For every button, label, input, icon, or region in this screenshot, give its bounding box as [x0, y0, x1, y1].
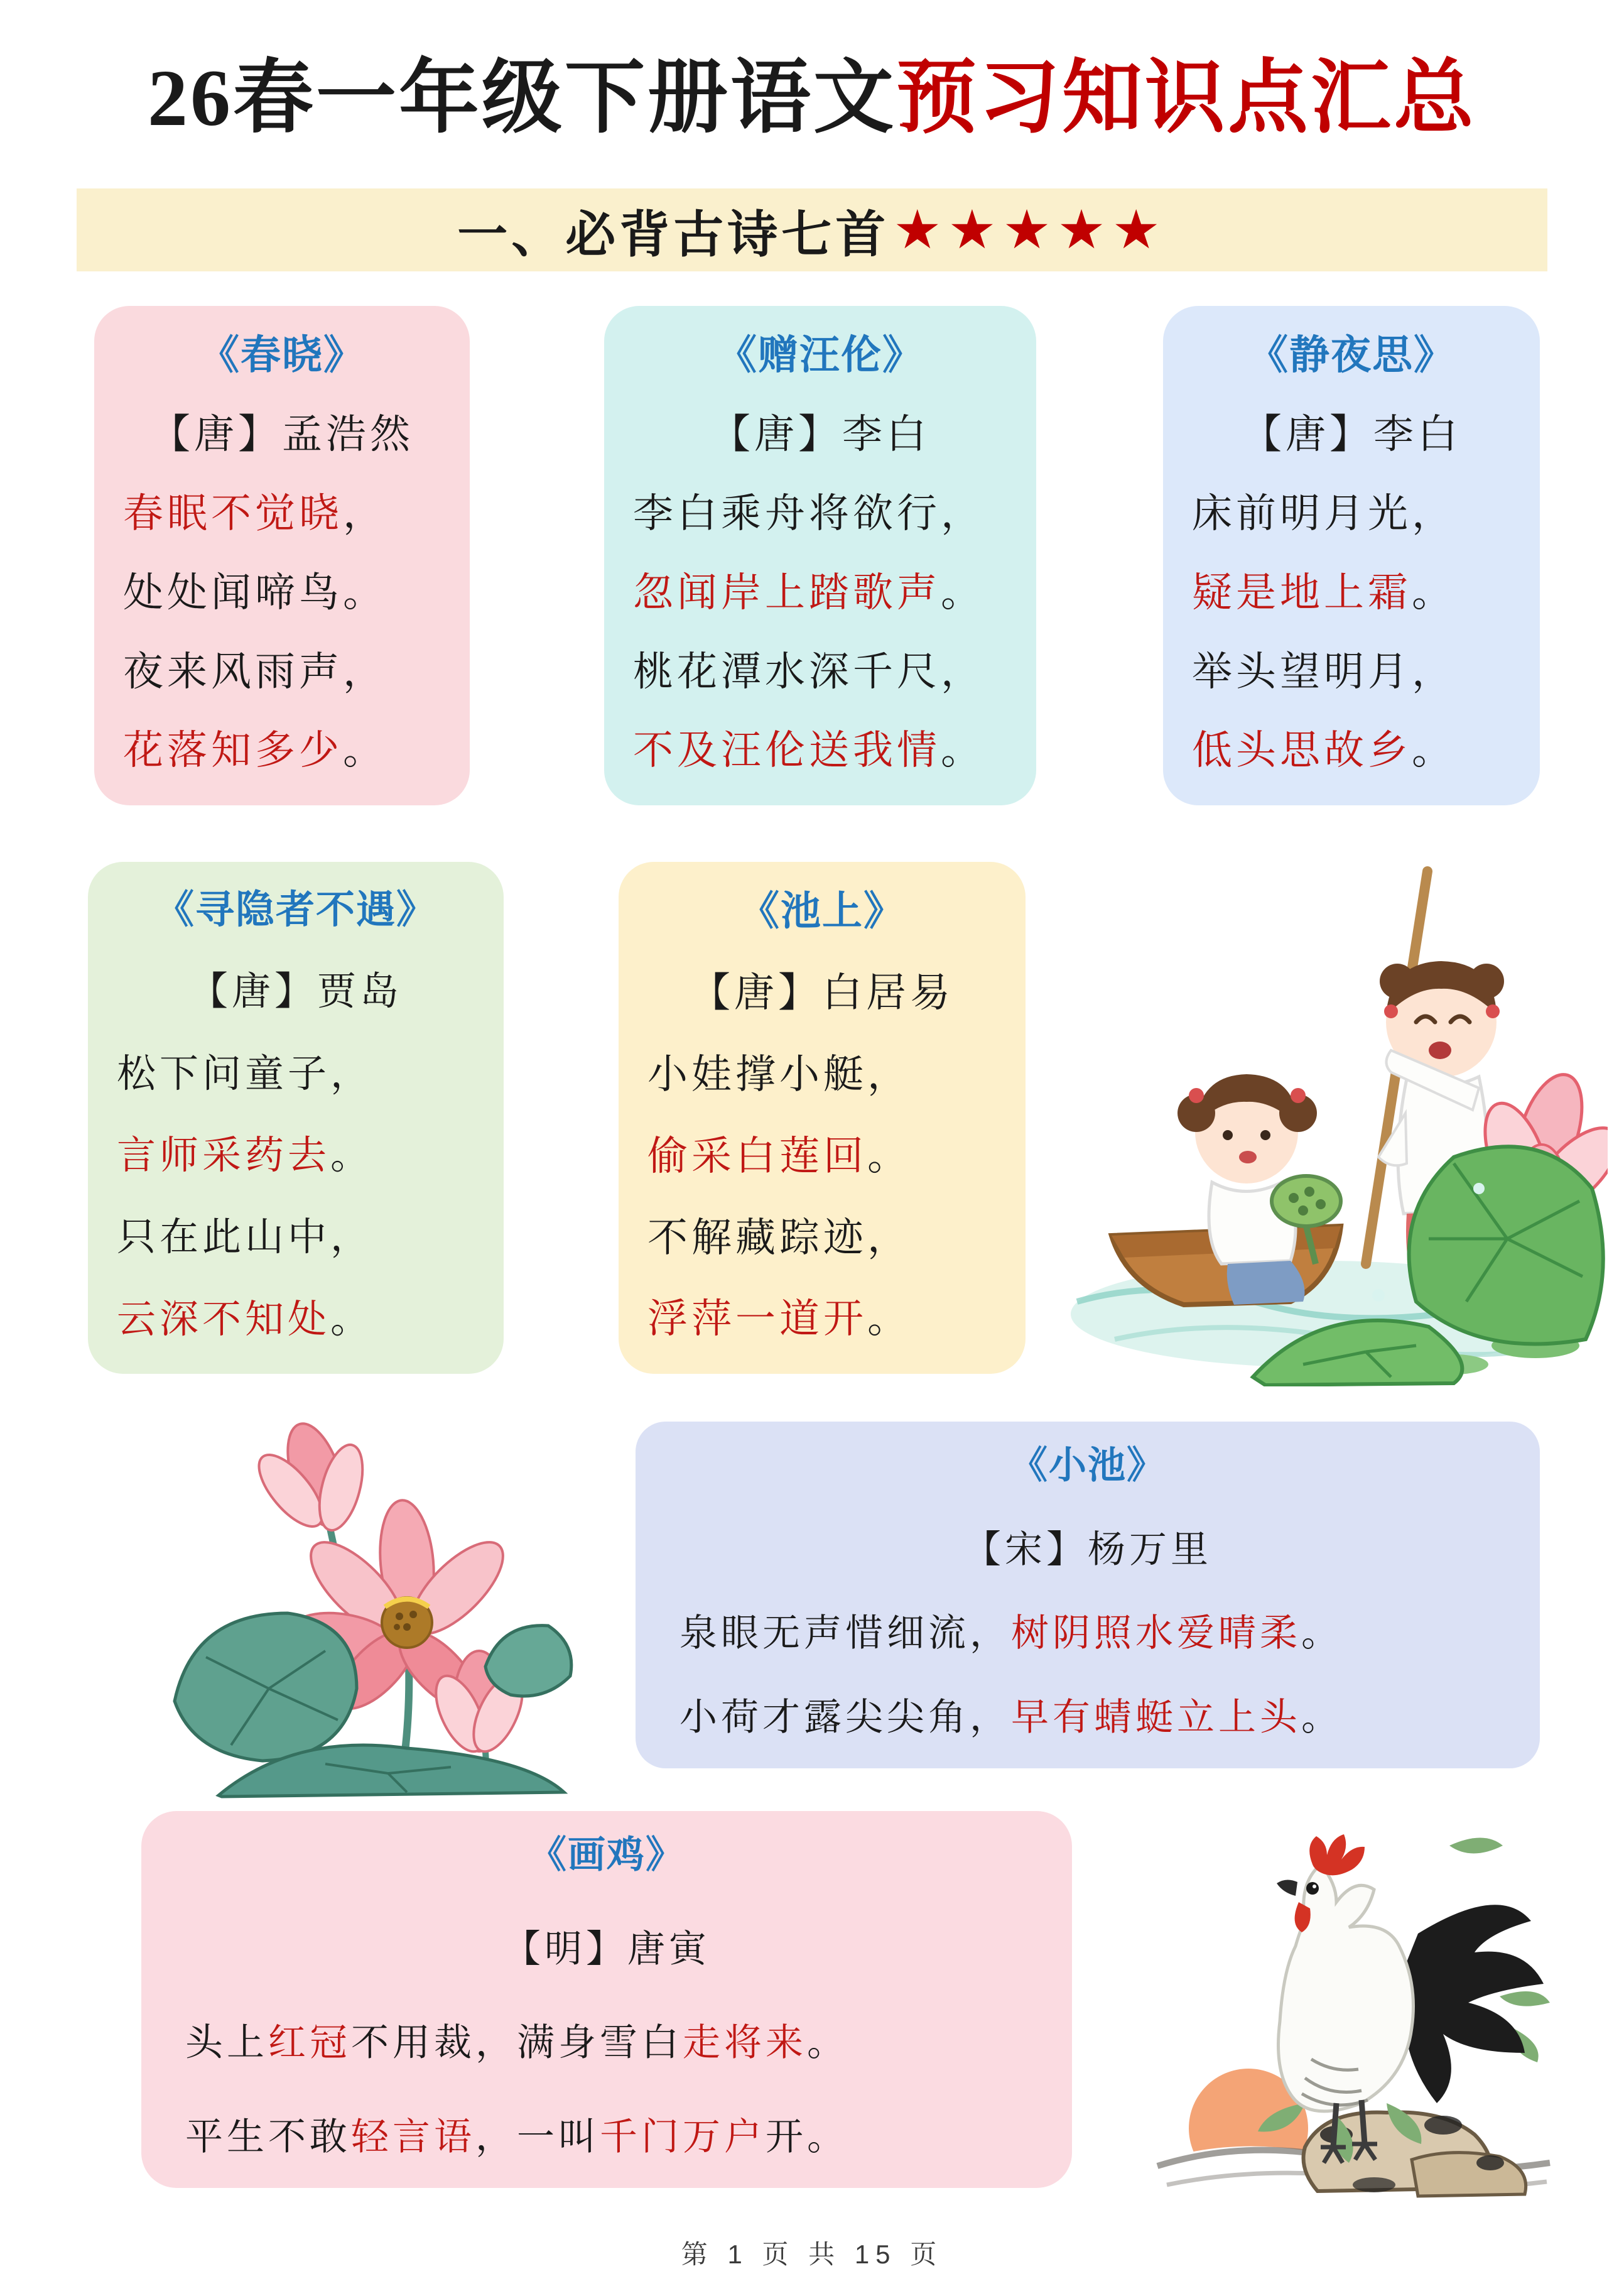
lotus-illustration	[137, 1406, 580, 1798]
poem-author: 【明】唐寅	[503, 1928, 710, 1970]
rooster-illustration	[1148, 1808, 1553, 2201]
poem-author: 【唐】孟浩然	[150, 411, 414, 457]
section-banner	[77, 188, 1547, 271]
poem-line: 松下问童子，	[117, 1052, 374, 1096]
section-banner-text: 一、必背古诗七首	[457, 207, 890, 263]
page-title-black: 26春一年级下册语文	[147, 53, 896, 143]
poem-line: 春眠不觉晓，	[123, 491, 387, 536]
poem-card-chunxiao	[94, 306, 470, 805]
poem-title: 《寻隐者不遇》	[154, 889, 436, 932]
body	[1279, 1864, 1414, 2111]
poem-card-chishang	[619, 862, 1026, 1374]
poem-author: 【唐】贾岛	[188, 971, 403, 1014]
poem-card-xiaochi	[636, 1422, 1540, 1768]
poem-title: 《小池》	[1010, 1445, 1166, 1486]
poem-line: 忽闻岸上踏歌声。	[633, 570, 985, 615]
poem-card-zengwanglun	[604, 306, 1036, 805]
poem-line: 处处闻啼鸟。	[123, 570, 387, 615]
poem-line: 不及汪伦送我情。	[633, 728, 985, 773]
poem-line: 低头思故乡。	[1192, 728, 1456, 773]
poem-line: 偷采白莲回。	[647, 1133, 911, 1178]
poem-line: 只在此山中，	[117, 1216, 374, 1260]
poem-author: 【宋】杨万里	[963, 1528, 1212, 1570]
poem-card-huaji	[141, 1811, 1072, 2188]
poem-line: 言师采药去。	[117, 1134, 374, 1177]
poem-line: 夜来风雨声，	[123, 649, 387, 694]
poem-card-xunyinzhebuyu	[88, 862, 504, 1374]
poem-card-jingyesi	[1163, 306, 1540, 805]
lotus-bud-top	[248, 1417, 371, 1536]
page-number: 第 1 页 共 15 页	[681, 2239, 943, 2269]
poem-author: 【唐】李白	[710, 411, 930, 457]
poem-line: 疑是地上霜。	[1192, 570, 1456, 615]
poem-line: 不解藏踪迹，	[647, 1215, 911, 1260]
poem-line: 云深不知处。	[117, 1298, 374, 1341]
poem-line: 李白乘舟将欲行，	[633, 491, 985, 536]
poem-line: 桃花潭水深千尺，	[633, 649, 985, 694]
poem-author: 【唐】李白	[1242, 411, 1461, 457]
page-title-red: 预习知识点汇总	[896, 53, 1477, 143]
poem-title: 《池上》	[739, 889, 905, 933]
poem-author: 【唐】白居易	[690, 970, 954, 1015]
page-title	[0, 33, 1624, 148]
poem-line: 泉眼无声惜细流，树阴照水爱晴柔。	[679, 1613, 1343, 1655]
poem-line: 浮萍一道开。	[647, 1297, 911, 1342]
poem-title: 《赠汪伦》	[717, 333, 924, 378]
poem-title: 《春晓》	[199, 333, 365, 378]
poem-line: 举头望明月，	[1192, 649, 1456, 694]
poem-title: 《画鸡》	[529, 1834, 685, 1876]
beak	[1277, 1880, 1297, 1896]
comb	[1309, 1834, 1365, 1875]
poem-line: 小娃撑小艇，	[647, 1052, 911, 1097]
poem-title: 《静夜思》	[1248, 333, 1455, 378]
poem-line: 床前明月光，	[1192, 491, 1456, 536]
poem-line: 平生不敢轻言语，一叫千门万户开。	[185, 2116, 848, 2158]
star-rating-icons: ★★★★★	[893, 199, 1167, 261]
poem-line: 花落知多少。	[123, 728, 387, 773]
poem-line: 头上红冠不用裁，满身雪白走将来。	[185, 2022, 848, 2064]
poem-line: 小荷才露尖尖角，早有蜻蜓立上头。	[679, 1696, 1343, 1738]
children-boat-illustration	[1039, 862, 1608, 1386]
